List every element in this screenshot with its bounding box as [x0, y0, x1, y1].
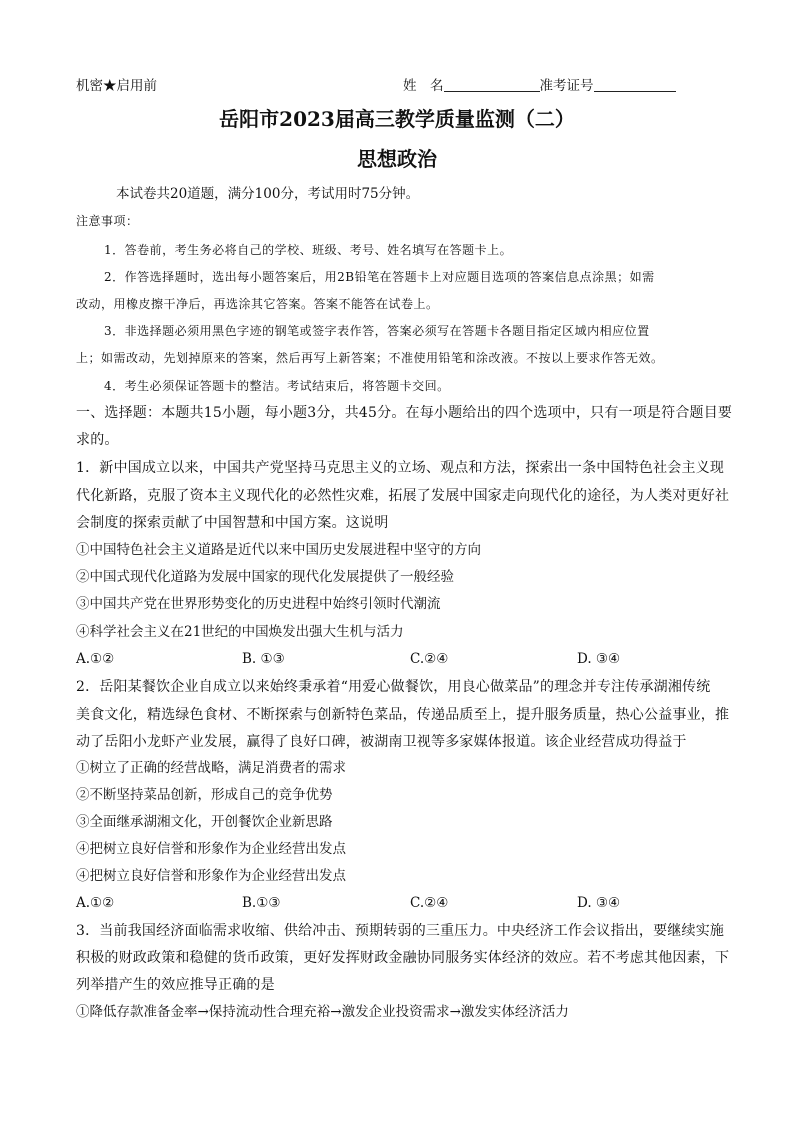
q1-option-c[interactable]: C.②④: [410, 651, 449, 667]
q1-stem-line-1: 1．新中国成立以来，中国共产党坚持马克思主义的立场、观点和方法，探索出一条中国特色社会主义现: [76, 460, 725, 476]
q1-stem-line-3: 会制度的探索贡献了中国智慧和中国方案。这说明: [76, 515, 389, 531]
q1-stem-line-2: 代化新路，克服了资本主义现代化的必然性灾难，拓展了发展中国家走向现代化的途径，为人类对更好社: [76, 488, 730, 504]
subject-title: 思想政治: [357, 147, 437, 171]
q2-option-b[interactable]: B.①③: [242, 895, 281, 911]
q2-stem-line-3: 动了岳阳小龙虾产业发展，赢得了良好口碑，被湖南卫视等多家媒体报道。该企业经营成功得益于: [76, 734, 687, 750]
q2-item-4: ④把树立良好信誉和形象作为企业经营出发点: [76, 841, 346, 857]
q3-stem-line-1: 3．当前我国经济面临需求收缩、供给冲击、预期转弱的三重压力。中央经济工作会议指出，要继续实施: [76, 923, 725, 939]
q3-stem-line-2: 积极的财政政策和稳健的货币政策，更好发挥财政金融协同服务实体经济的效应。若不考虑其他因素，下: [76, 950, 730, 966]
note-2-line-1: 2．作答选择题时，选出每小题答案后，用2B铅笔在答题卡上对应题目选项的答案信息点涂黑；如需: [104, 270, 655, 284]
q3-item-1: ①降低存款准备金率→保持流动性合理充裕→激发企业投资需求→激发实体经济活力: [76, 1004, 569, 1020]
q2-item-3: ③全面继承湖湘文化，开创餐饮企业新思路: [76, 814, 333, 830]
q2-item-2: ②不断坚持菜品创新，形成自己的竞争优势: [76, 787, 333, 803]
exam-title: 岳阳市2023届高三教学质量监测（二）: [219, 107, 575, 131]
name-field[interactable]: [444, 77, 540, 92]
q1-item-3: ③中国共产党在世界形势变化的历史进程中始终引领时代潮流: [76, 596, 441, 612]
confidential-label: 机密★启用前: [76, 78, 157, 94]
note-1: 1．答卷前，考生务必将自己的学校、班级、考号、姓名填写在答题卡上。: [104, 243, 513, 257]
section-heading-line-1: 一、选择题：本题共15小题，每小题3分，共45分。在每小题给出的四个选项中，只有一项是符合题目要: [76, 405, 733, 421]
note-2-line-2: 改动，用橡皮擦干净后，再选涂其它答案。答案不能答在试卷上。: [76, 297, 439, 311]
q3-stem-line-3: 列举措产生的效应推导正确的是: [76, 977, 275, 993]
q2-stem-line-2: 美食文化，精选绿色食材、不断探索与创新特色菜品，传递品质至上，提升服务质量，热心公益事业，推: [76, 707, 730, 723]
q2-option-d[interactable]: D. ③④: [577, 895, 621, 911]
q2-stem-line-1: 2．岳阳某餐饮企业自成立以来始终秉承着“用爱心做餐饮，用良心做菜品”的理念并专注传承湖湘传统: [76, 679, 711, 695]
q1-option-b[interactable]: B. ①③: [242, 651, 285, 667]
q1-item-1: ①中国特色社会主义道路是近代以来中国历史发展进程中坚守的方向: [76, 542, 481, 558]
exam-id-field[interactable]: [594, 77, 676, 92]
section-heading-line-2: 求的。: [76, 432, 119, 448]
q1-item-4: ④科学社会主义在21世纪的中国焕发出强大生机与活力: [76, 624, 404, 640]
note-3-line-1: 3．非选择题必须用黑色字迹的钢笔或签字表作答，答案必须写在答题卡各题目指定区域内相应位置: [104, 324, 650, 338]
candidate-info: [403, 76, 676, 96]
note-3-line-2: 上；如需改动，先划掉原来的答案，然后再写上新答案；不准使用铅笔和涂改液。不按以上要求作答无效。: [76, 351, 664, 365]
notes-heading: 注意事项：: [76, 214, 139, 228]
q2-option-a[interactable]: A.①②: [76, 895, 115, 911]
q2-option-c[interactable]: C.②④: [410, 895, 449, 911]
name-label: 姓 名: [403, 78, 444, 94]
exam-id-label: 准考证号: [539, 78, 594, 94]
q2-item-1: ①树立了正确的经营战略，满足消费者的需求: [76, 760, 346, 776]
exam-intro: 本试卷共20道题，满分100分，考试用时75分钟。: [116, 186, 420, 202]
q1-option-d[interactable]: D. ③④: [577, 651, 621, 667]
q1-option-a[interactable]: A.①②: [76, 651, 115, 667]
q1-item-2: ②中国式现代化道路为发展中国家的现代化发展提供了一般经验: [76, 569, 454, 585]
note-4: 4．考生必须保证答题卡的整洁。考试结束后，将答题卡交回。: [104, 379, 450, 393]
q2-item-4-duplicate: ④把树立良好信誉和形象作为企业经营出发点: [76, 868, 346, 884]
